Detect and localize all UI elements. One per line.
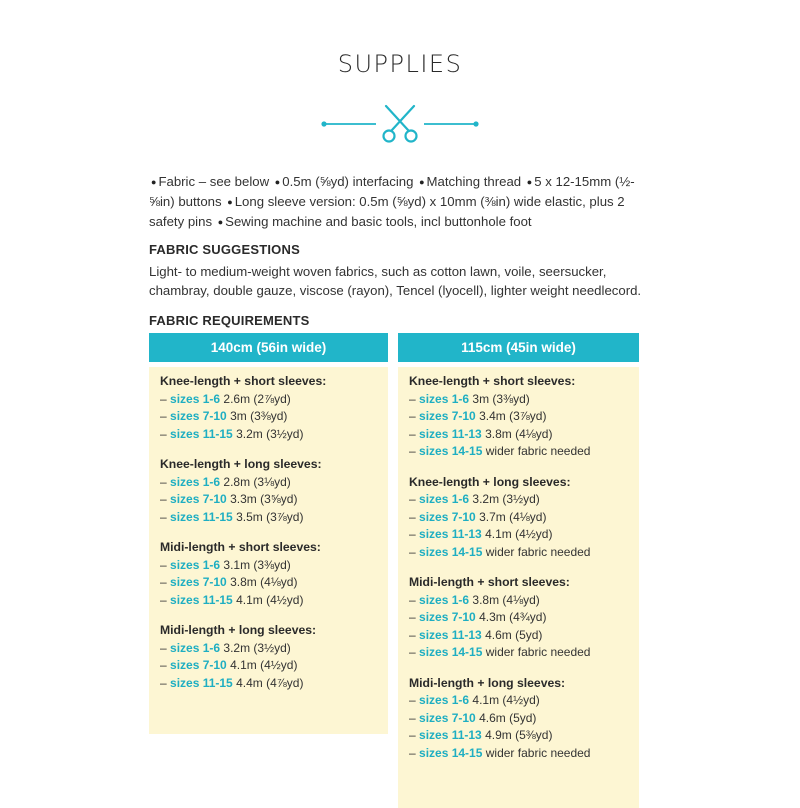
size-row: – sizes 1-6 3.1m (3⅜yd)	[160, 557, 291, 572]
size-range: sizes 7-10	[419, 409, 476, 423]
size-range: sizes 1-6	[170, 474, 221, 489]
fabric-amount: wider fabric needed	[485, 444, 591, 458]
requirement-group	[409, 574, 629, 662]
size-row: – sizes 1-6 3m (3⅜yd)	[409, 391, 530, 406]
fabric-amount: 4.1m (4½yd)	[230, 658, 298, 672]
requirement-group	[409, 474, 629, 562]
fabric-amount: 2.8m (3⅛yd)	[223, 474, 291, 489]
supply-item: 0.5m (⅝yd) interfacing	[282, 174, 414, 189]
size-range: sizes 7-10	[419, 610, 476, 624]
fabric-amount: 3m (3⅜yd)	[230, 409, 288, 423]
requirement-group	[409, 675, 629, 763]
fabric-suggestions-text: Light- to medium-weight woven fabrics, such as cotton lawn, voile, seersucker, chambray, double gauze, viscose (rayon), Tencel (lyocell), lighter weight needlecord.	[149, 264, 642, 298]
fabric-amount: 2.6m (2⅞yd)	[223, 391, 291, 406]
size-row: – sizes 11-15 3.5m (3⅞yd)	[160, 509, 304, 524]
fabric-amount: 3.2m (3½yd)	[236, 426, 304, 441]
fabric-suggestions-heading: FABRIC SUGGESTIONS	[149, 242, 300, 257]
fabric-amount: 4.9m (5⅜yd)	[485, 728, 553, 742]
fabric-amount: 3.8m (4⅛yd)	[472, 592, 540, 607]
size-row: – sizes 14-15 wider fabric needed	[409, 745, 591, 760]
fabric-amount: 4.6m (5yd)	[485, 627, 543, 642]
size-row: – sizes 11-13 4.1m (4½yd)	[409, 527, 553, 541]
fabric-requirements-heading: FABRIC REQUIREMENTS	[149, 313, 310, 328]
fabric-amount: 4.6m (5yd)	[479, 710, 537, 725]
group-title: Knee-length + long sleeves:	[409, 474, 571, 489]
supply-item: Fabric – see below	[158, 174, 270, 189]
bullet-dot-icon: ●	[274, 177, 281, 187]
size-range: sizes 1-6	[170, 391, 221, 406]
supply-item: Sewing machine and basic tools, incl buttonhole foot	[225, 214, 532, 229]
fabric-amount: 3.8m (4⅛yd)	[230, 575, 298, 589]
size-range: sizes 7-10	[170, 409, 227, 423]
size-range: sizes 14-15	[419, 544, 483, 559]
group-title: Knee-length + short sleeves:	[409, 374, 576, 388]
size-row: – sizes 11-13 4.6m (5yd)	[409, 627, 543, 642]
size-range: sizes 1-6	[419, 592, 470, 607]
group-title: Midi-length + short sleeves:	[160, 540, 321, 554]
size-range: sizes 11-13	[419, 527, 482, 541]
size-range: sizes 11-13	[419, 627, 482, 642]
page-title: SUPPLIES	[337, 50, 463, 78]
fabric-amount: 3.5m (3⅞yd)	[236, 509, 304, 524]
size-range: sizes 11-13	[419, 426, 482, 441]
bullet-dot-icon: ●	[151, 177, 157, 187]
supply-item: Matching thread	[426, 174, 522, 189]
scissors-icon	[384, 106, 417, 142]
fabric-amount: wider fabric needed	[485, 544, 591, 559]
size-row: – sizes 1-6 3.2m (3½yd)	[409, 492, 540, 506]
requirement-group	[160, 622, 378, 692]
size-row: – sizes 7-10 3.4m (3⅞yd)	[409, 409, 547, 423]
size-range: sizes 7-10	[170, 492, 227, 506]
bullet-dot-icon: ●	[526, 177, 533, 187]
size-range: sizes 11-15	[170, 426, 233, 441]
size-row: – sizes 14-15 wider fabric needed	[409, 544, 591, 559]
size-row: – sizes 7-10 3.7m (4⅛yd)	[409, 509, 547, 524]
fabric-amount: 3.1m (3⅜yd)	[223, 557, 291, 572]
requirement-group	[409, 373, 629, 461]
requirement-group	[160, 539, 378, 609]
size-row: – sizes 14-15 wider fabric needed	[409, 444, 591, 458]
supply-item: 5 x 12-15mm (½-⅝in) buttons	[149, 174, 635, 209]
requirements-column-140cm	[149, 333, 388, 734]
fabric-amount: 3.8m (4⅛yd)	[485, 426, 553, 441]
size-range: sizes 7-10	[170, 658, 227, 672]
fabric-amount: 3.3m (3⅝yd)	[230, 492, 298, 506]
size-row: – sizes 11-13 3.8m (4⅛yd)	[409, 426, 553, 441]
column-header: 115cm (45in wide)	[398, 333, 639, 362]
group-title: Knee-length + long sleeves:	[160, 457, 322, 471]
group-title: Midi-length + long sleeves:	[409, 675, 566, 690]
size-range: sizes 1-6	[419, 391, 470, 406]
bullet-dot-icon: ●	[227, 197, 233, 207]
group-title: Midi-length + long sleeves:	[160, 623, 317, 637]
size-range: sizes 1-6	[170, 557, 221, 572]
scissors-divider	[320, 104, 480, 144]
size-row: – sizes 7-10 4.6m (5yd)	[409, 710, 537, 725]
size-row: – sizes 7-10 3.8m (4⅛yd)	[160, 575, 298, 589]
size-row: – sizes 7-10 3m (3⅜yd)	[160, 409, 288, 423]
group-title: Knee-length + short sleeves:	[160, 374, 327, 388]
fabric-amount: 3.2m (3½yd)	[223, 640, 291, 655]
fabric-amount: wider fabric needed	[485, 645, 591, 659]
fabric-amount: 4.1m (4½yd)	[485, 527, 553, 541]
size-range: sizes 7-10	[419, 509, 476, 524]
group-title: Midi-length + short sleeves:	[409, 575, 570, 589]
requirement-group	[160, 373, 378, 443]
size-range: sizes 11-13	[419, 728, 482, 742]
fabric-amount: 4.1m (4½yd)	[472, 693, 540, 707]
supplies-list	[149, 172, 639, 232]
size-row: – sizes 14-15 wider fabric needed	[409, 645, 591, 659]
size-row: – sizes 7-10 4.3m (4¾yd)	[409, 610, 547, 624]
size-range: sizes 1-6	[419, 492, 470, 506]
size-row: – sizes 11-15 4.1m (4½yd)	[160, 592, 304, 607]
fabric-amount: 4.4m (4⅞yd)	[236, 675, 304, 690]
fabric-amount: 3.2m (3½yd)	[472, 492, 540, 506]
size-range: sizes 14-15	[419, 645, 483, 659]
requirements-column-115cm	[398, 333, 639, 808]
fabric-amount: wider fabric needed	[485, 745, 591, 760]
size-range: sizes 1-6	[419, 693, 470, 707]
size-range: sizes 7-10	[170, 575, 227, 589]
fabric-amount: 3m (3⅜yd)	[472, 391, 530, 406]
bullet-dot-icon: ●	[419, 177, 425, 187]
fabric-amount: 4.3m (4¾yd)	[479, 610, 547, 624]
size-range: sizes 1-6	[170, 640, 221, 655]
requirement-group	[160, 456, 378, 526]
size-range: sizes 11-15	[170, 509, 233, 524]
column-panel	[398, 367, 639, 808]
divider-dot-right	[473, 121, 478, 126]
column-header: 140cm (56in wide)	[149, 333, 388, 362]
size-row: – sizes 1-6 2.6m (2⅞yd)	[160, 391, 291, 406]
size-range: sizes 7-10	[419, 710, 476, 725]
size-row: – sizes 11-13 4.9m (5⅜yd)	[409, 728, 553, 742]
fabric-amount: 3.7m (4⅛yd)	[479, 509, 547, 524]
size-row: – sizes 1-6 2.8m (3⅛yd)	[160, 474, 291, 489]
divider-dot-left	[321, 121, 326, 126]
size-range: sizes 14-15	[419, 444, 483, 458]
fabric-amount: 3.4m (3⅞yd)	[479, 409, 547, 423]
supply-item: Long sleeve version: 0.5m (⅝yd) x 10mm (⅜in) wide elastic, plus 2 safety pins	[149, 194, 625, 229]
size-range: sizes 11-15	[170, 675, 233, 690]
size-range: sizes 14-15	[419, 745, 483, 760]
bullet-dot-icon: ●	[217, 217, 224, 227]
fabric-amount: 4.1m (4½yd)	[236, 592, 304, 607]
size-range: sizes 11-15	[170, 592, 233, 607]
column-panel	[149, 367, 388, 734]
size-row: – sizes 1-6 3.2m (3½yd)	[160, 640, 291, 655]
size-row: – sizes 7-10 3.3m (3⅝yd)	[160, 492, 298, 506]
size-row: – sizes 1-6 4.1m (4½yd)	[409, 693, 540, 707]
size-row: – sizes 7-10 4.1m (4½yd)	[160, 658, 298, 672]
size-row: – sizes 11-15 4.4m (4⅞yd)	[160, 675, 304, 690]
size-row: – sizes 1-6 3.8m (4⅛yd)	[409, 592, 540, 607]
size-row: – sizes 11-15 3.2m (3½yd)	[160, 426, 304, 441]
